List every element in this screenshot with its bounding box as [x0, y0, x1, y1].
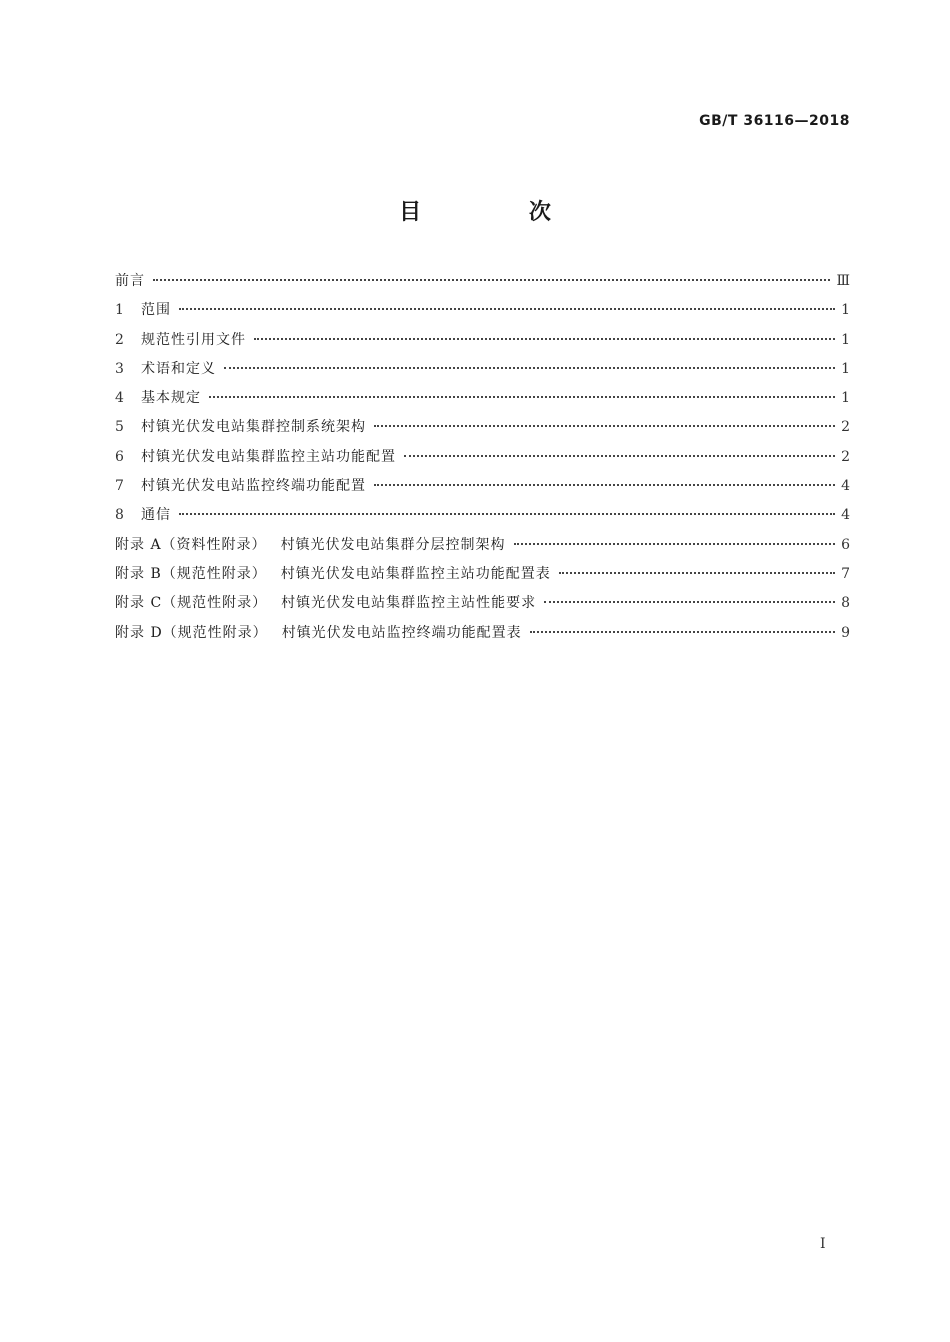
toc-entry-number: 7 [115, 478, 124, 495]
toc-entry-title: 基本规定 [141, 390, 201, 407]
toc-entry-number: 4 [115, 390, 124, 407]
toc-entry[interactable] [115, 387, 850, 416]
toc-entry[interactable] [115, 446, 850, 475]
toc-entry-annex-label: 附录 B（规范性附录） [115, 565, 267, 582]
toc-entry-annex-label: 附录 A（资料性附录） [115, 536, 267, 553]
toc-entry[interactable] [115, 534, 850, 563]
toc-entry[interactable] [115, 416, 850, 445]
toc-entry-page: 4 [841, 478, 850, 495]
toc-entry-page: 7 [841, 565, 850, 582]
toc-entry-title: 村镇光伏发电站监控终端功能配置表 [281, 624, 522, 641]
toc-dot-leader [559, 572, 835, 574]
standard-number: GB/T 36116—2018 [699, 113, 850, 129]
toc-entry-page: Ⅲ [836, 273, 850, 289]
toc-entry-number: 1 [115, 302, 124, 319]
toc-dot-leader [179, 513, 835, 515]
toc-entry[interactable] [115, 475, 850, 504]
toc-dot-leader [179, 308, 835, 310]
toc-entry-page: 2 [841, 448, 850, 465]
page-number: I [820, 1236, 826, 1252]
toc-entry[interactable] [115, 270, 850, 299]
toc-dot-leader [153, 279, 830, 281]
toc-entry-number: 3 [115, 360, 124, 377]
toc-dot-leader [514, 543, 836, 545]
toc-dot-leader [254, 338, 835, 340]
toc-entry[interactable] [115, 622, 850, 651]
toc-dot-leader [544, 601, 835, 603]
toc-entry[interactable] [115, 329, 850, 358]
toc-entry-page: 4 [841, 507, 850, 524]
toc-dot-leader [374, 484, 835, 486]
toc-entry-title: 术语和定义 [141, 360, 216, 377]
toc-entry-title: 村镇光伏发电站监控终端功能配置 [141, 478, 366, 495]
toc-entry-page: 1 [841, 302, 850, 319]
page-title: 目 次 [399, 200, 601, 225]
toc-entry-title: 范围 [141, 302, 171, 319]
toc-entry-title: 村镇光伏发电站集群控制系统架构 [141, 419, 366, 436]
toc-dot-leader [224, 367, 835, 369]
toc-entry-page: 2 [841, 419, 850, 436]
toc-entry-page: 1 [841, 331, 850, 348]
toc-entry[interactable] [115, 299, 850, 328]
toc-entry-number: 6 [115, 448, 124, 465]
toc-entry-title: 通信 [141, 507, 171, 524]
toc-entry[interactable] [115, 504, 850, 533]
toc-dot-leader [209, 396, 835, 398]
toc-entry-page: 1 [841, 390, 850, 407]
toc-entry-title: 规范性引用文件 [141, 331, 246, 348]
toc-entry-number: 5 [115, 419, 124, 436]
toc-entry-number: 2 [115, 331, 124, 348]
toc-entry[interactable] [115, 563, 850, 592]
table-of-contents [115, 270, 850, 651]
toc-entry-page: 1 [841, 360, 850, 377]
toc-dot-leader [374, 425, 835, 427]
toc-entry-title: 村镇光伏发电站集群监控主站功能配置 [141, 448, 396, 465]
toc-entry-page: 8 [841, 595, 850, 612]
toc-entry-annex-label: 附录 D（规范性附录） [115, 624, 268, 641]
toc-entry-page: 6 [841, 536, 850, 553]
toc-dot-leader [404, 455, 835, 457]
toc-entry-annex-label: 附录 C（规范性附录） [115, 595, 268, 612]
toc-entry-page: 9 [841, 624, 850, 641]
toc-entry[interactable] [115, 592, 850, 621]
toc-entry-title: 村镇光伏发电站集群分层控制架构 [280, 536, 506, 553]
toc-entry-number: 8 [115, 507, 124, 524]
toc-entry-title: 前言 [115, 273, 145, 289]
toc-entry-title: 村镇光伏发电站集群监控主站性能要求 [281, 595, 537, 612]
toc-entry-title: 村镇光伏发电站集群监控主站功能配置表 [280, 565, 551, 582]
toc-dot-leader [530, 631, 835, 633]
toc-entry[interactable] [115, 358, 850, 387]
